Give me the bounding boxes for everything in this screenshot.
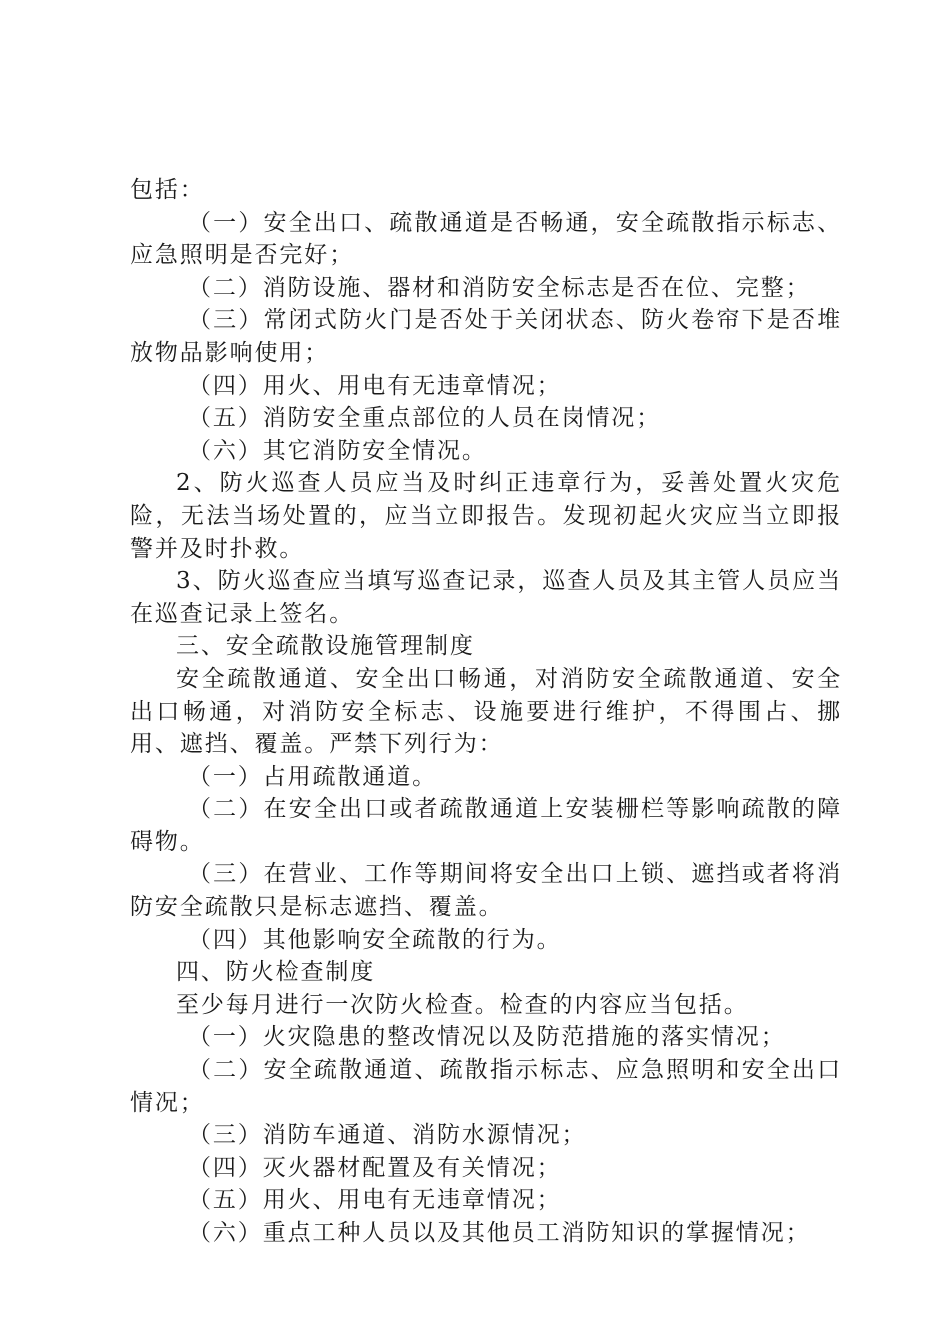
paragraph: （三）在营业、工作等期间将安全出口上锁、遮挡或者将消防安全疏散只是标志遮挡、覆盖。 [130,861,842,921]
paragraph: （一）火灾隐患的整改情况以及防范措施的落实情况； [188,1024,786,1051]
paragraph: （一）占用疏散通道。 [188,763,437,790]
paragraph: 至少每月进行一次防火检查。检查的内容应当包括。 [176,991,749,1018]
paragraph: 包括： [130,177,205,203]
section-heading: 三、安全疏散设施管理制度 [176,633,475,660]
paragraph: （五）消防安全重点部位的人员在岗情况； [188,405,662,432]
paragraph: 安全疏散通道、安全出口畅通，对消防安全疏散通道、安全出口畅通，对消防安全标志、设施要进行维护，不得围占、挪用、遮挡、覆盖。严禁下列行为： [130,665,842,758]
paragraph: （六）其它消防安全情况。 [188,437,487,464]
document-body [130,174,842,1250]
paragraph: （二）消防设施、器材和消防安全标志是否在位、完整； [188,274,811,301]
paragraph: （四）灭火器材配置及有关情况； [188,1154,562,1181]
paragraph: （四）其他影响安全疏散的行为。 [188,926,562,953]
paragraph: （二）在安全出口或者疏散通道上安装栅栏等影响疏散的障碍物。 [130,796,842,855]
paragraph: 2、防火巡查人员应当及时纠正违章行为，妥善处置火灾危险，无法当场处置的，应当立即报告。发现初起火灾应当立即报警并及时扑救。 [130,470,842,562]
paragraph: 3、防火巡查应当填写巡查记录，巡查人员及其主管人员应当在巡查记录上签名。 [130,568,842,627]
paragraph: （三）常闭式防火门是否处于关闭状态、防火卷帘下是否堆放物品影响使用； [130,307,842,366]
paragraph: （三）消防车通道、消防水源情况； [188,1122,587,1149]
paragraph: （六）重点工种人员以及其他员工消防知识的掌握情况； [188,1220,811,1246]
paragraph: （二）安全疏散通道、疏散指示标志、应急照明和安全出口情况； [130,1057,842,1116]
paragraph: （一）安全出口、疏散通道是否畅通，安全疏散指示标志、应急照明是否完好； [130,209,842,269]
section-heading: 四、防火检查制度 [176,959,376,986]
paragraph: （四）用火、用电有无违章情况； [188,372,562,399]
paragraph: （五）用火、用电有无违章情况； [188,1187,562,1214]
